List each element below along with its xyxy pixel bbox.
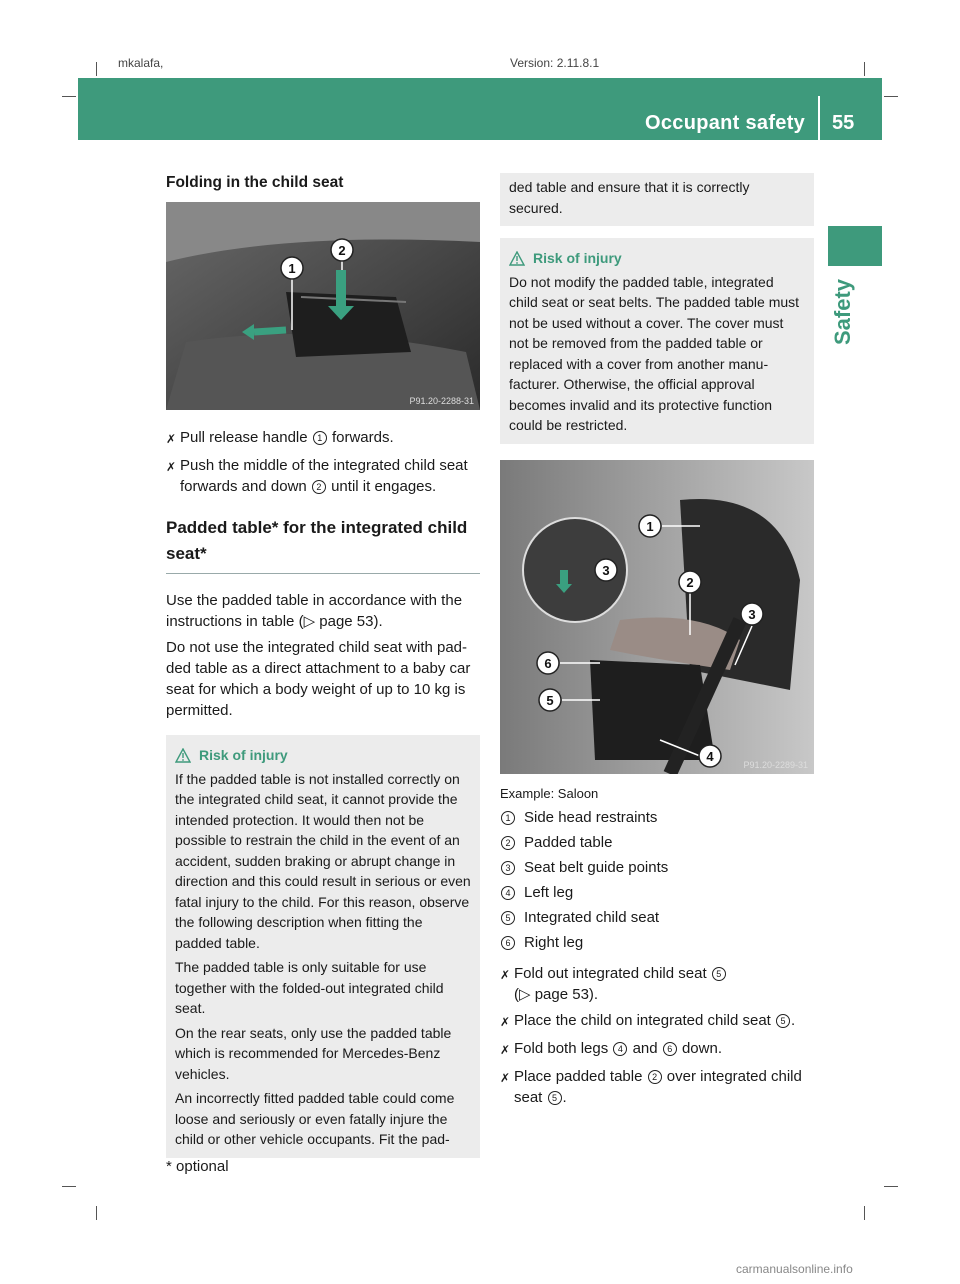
- warning-paragraph: The padded table is only suitable for use together with the folded-out integrated child seat.: [175, 959, 444, 1016]
- warning-box-continued: [500, 173, 814, 226]
- step-text: (▷ page 53).: [514, 986, 599, 1003]
- legend-item: [500, 907, 816, 928]
- crop-mark: [884, 96, 898, 97]
- photo-code: P91.20-2288-31: [409, 396, 474, 406]
- warning-paragraph: ded table and ensure that it is correctly secured.: [509, 179, 750, 216]
- step-arrow-icon: ✗: [500, 968, 511, 982]
- ref-number: 2: [312, 480, 326, 494]
- warning-box: [500, 238, 814, 444]
- step-text: .: [791, 1012, 796, 1029]
- warning-title: Risk of injury: [533, 250, 622, 266]
- legend-item: [500, 857, 816, 878]
- warning-paragraph: On the rear seats, only use the padded table which is recommended for Mercedes-Benz vehicles.: [175, 1024, 452, 1082]
- step-arrow-icon: ✗: [500, 1071, 511, 1085]
- photo-folding-child-seat: [166, 202, 480, 410]
- ref-number: 3: [501, 861, 515, 875]
- left-column: [166, 172, 480, 193]
- warning-triangle-icon: [509, 251, 525, 266]
- callout-number: 4: [706, 749, 714, 764]
- step-text: Fold both legs: [514, 1040, 609, 1057]
- legend-label: Right leg: [524, 934, 584, 951]
- crop-mark: [884, 1186, 898, 1187]
- paragraph: Use the padded table in accordance with the instructions in table (▷ page 53).: [166, 592, 463, 630]
- legend-label: Integrated child seat: [524, 909, 660, 926]
- step-item: [500, 963, 816, 1005]
- warning-triangle-icon: [175, 748, 191, 763]
- ref-number: 4: [501, 886, 515, 900]
- ref-number: 2: [501, 836, 515, 850]
- step-text: and: [632, 1040, 658, 1057]
- step-text: Place the child on integrated child seat: [514, 1012, 771, 1029]
- legend-label: Side head restraints: [524, 809, 658, 826]
- callout-number: 3: [748, 607, 756, 622]
- ref-number: 5: [501, 911, 515, 925]
- crop-mark: [864, 1206, 865, 1220]
- header-divider: [818, 96, 820, 140]
- right-column: [500, 173, 814, 479]
- side-tab-label: Safety: [830, 278, 855, 345]
- step-item: [500, 1010, 816, 1033]
- callout-number: 6: [544, 656, 552, 671]
- callout-number: 2: [686, 575, 694, 590]
- page-number: 55: [832, 112, 855, 134]
- ref-number: 5: [776, 1014, 790, 1028]
- legend-label: Padded table: [524, 834, 613, 851]
- step-item: [166, 455, 480, 497]
- legend-item: [500, 932, 816, 953]
- side-tab-block: [828, 226, 882, 266]
- legend-label: Left leg: [524, 884, 574, 901]
- page-title: Occupant safety: [645, 112, 806, 134]
- warning-paragraph: If the padded table is not installed correctly on the integrated child seat, it cannot provide the intended protection. It would then not be possible to restrain the child in the event of an accident, sudden braking or abrupt change in direction and this could result in serious or even fatal injury to the child. For this reason, observe the following description when fitting the padded table.: [175, 770, 471, 951]
- slug-left: mkalafa,: [118, 56, 164, 70]
- section-rule: [166, 573, 480, 574]
- slug-right: Version: 2.11.8.1: [510, 56, 600, 70]
- ref-number: 1: [313, 431, 327, 445]
- step-text: Pull release handle: [180, 429, 308, 446]
- step-text: .: [562, 1089, 567, 1106]
- warning-title: Risk of injury: [199, 747, 288, 763]
- warning-paragraph: Do not modify the padded table, integrated child seat or seat belts. The padded table must not be used without a cover. The cover must not be removed from the padded table or replaced with a cover from another manu- facturer. Otherwise, the official approval becomes invalid and its protective function could be restricted.: [509, 273, 800, 433]
- photo-code: P91.20-2289-31: [743, 760, 808, 770]
- paragraph: Do not use the integrated child seat with pad- ded table as a direct attachment to a baby car seat for which a body weight of up to 10 kg is permitted.: [166, 639, 471, 719]
- ref-number: 6: [501, 936, 515, 950]
- step-item: [500, 1038, 816, 1061]
- figure-caption: Example: Saloon: [500, 786, 599, 801]
- legend-item: [500, 882, 816, 903]
- ref-number: 5: [548, 1091, 562, 1105]
- legend-item: [500, 807, 816, 828]
- heading-padded-table: Padded table* for the integrated child seat*: [166, 518, 468, 563]
- ref-number: 4: [613, 1042, 627, 1056]
- watermark: carmanualsonline.info: [736, 1262, 853, 1276]
- step-text: forwards.: [331, 429, 394, 446]
- photo-fitting-padded-table: [500, 460, 814, 774]
- callout-number: 1: [288, 261, 296, 276]
- legend-item: [500, 832, 816, 853]
- legend-label: Seat belt guide points: [524, 859, 669, 876]
- step-item: [500, 1066, 816, 1108]
- step-text: Push the middle of the integrated child seat forwards and down: [180, 457, 468, 495]
- step-text: Fold out integrated child seat: [514, 965, 707, 982]
- step-arrow-icon: ✗: [500, 1043, 511, 1057]
- crop-mark: [96, 1206, 97, 1220]
- ref-number: 2: [648, 1070, 662, 1084]
- callout-number: 3: [602, 563, 610, 578]
- heading-folding: Folding in the child seat: [166, 174, 344, 191]
- crop-mark: [62, 96, 76, 97]
- step-text: Place padded table: [514, 1068, 643, 1085]
- warning-paragraph: An incorrectly fitted padded table could come loose and seriously or even fatally injure the child or other vehicle occupants. Fit the pad-: [175, 1090, 455, 1147]
- step-text: down.: [681, 1040, 722, 1057]
- footer-optional-note: * optional: [166, 1158, 229, 1175]
- crop-mark: [96, 62, 97, 76]
- ref-number: 6: [663, 1042, 677, 1056]
- ref-number: 1: [501, 811, 515, 825]
- ref-number: 5: [712, 967, 726, 981]
- crop-mark: [62, 1186, 76, 1187]
- step-text: until it engages.: [331, 478, 437, 495]
- step-arrow-icon: ✗: [166, 460, 177, 474]
- left-column-body: [166, 427, 480, 1158]
- step-arrow-icon: ✗: [500, 1015, 511, 1029]
- callout-number: 5: [546, 693, 554, 708]
- warning-box: [166, 735, 480, 1158]
- callout-number: 2: [338, 243, 346, 258]
- crop-mark: [864, 62, 865, 76]
- callout-number: 1: [646, 519, 654, 534]
- step-item: [166, 427, 480, 450]
- right-column-body: [500, 783, 816, 1113]
- step-text: over integrated child seat: [514, 1068, 802, 1106]
- step-arrow-icon: ✗: [166, 432, 177, 446]
